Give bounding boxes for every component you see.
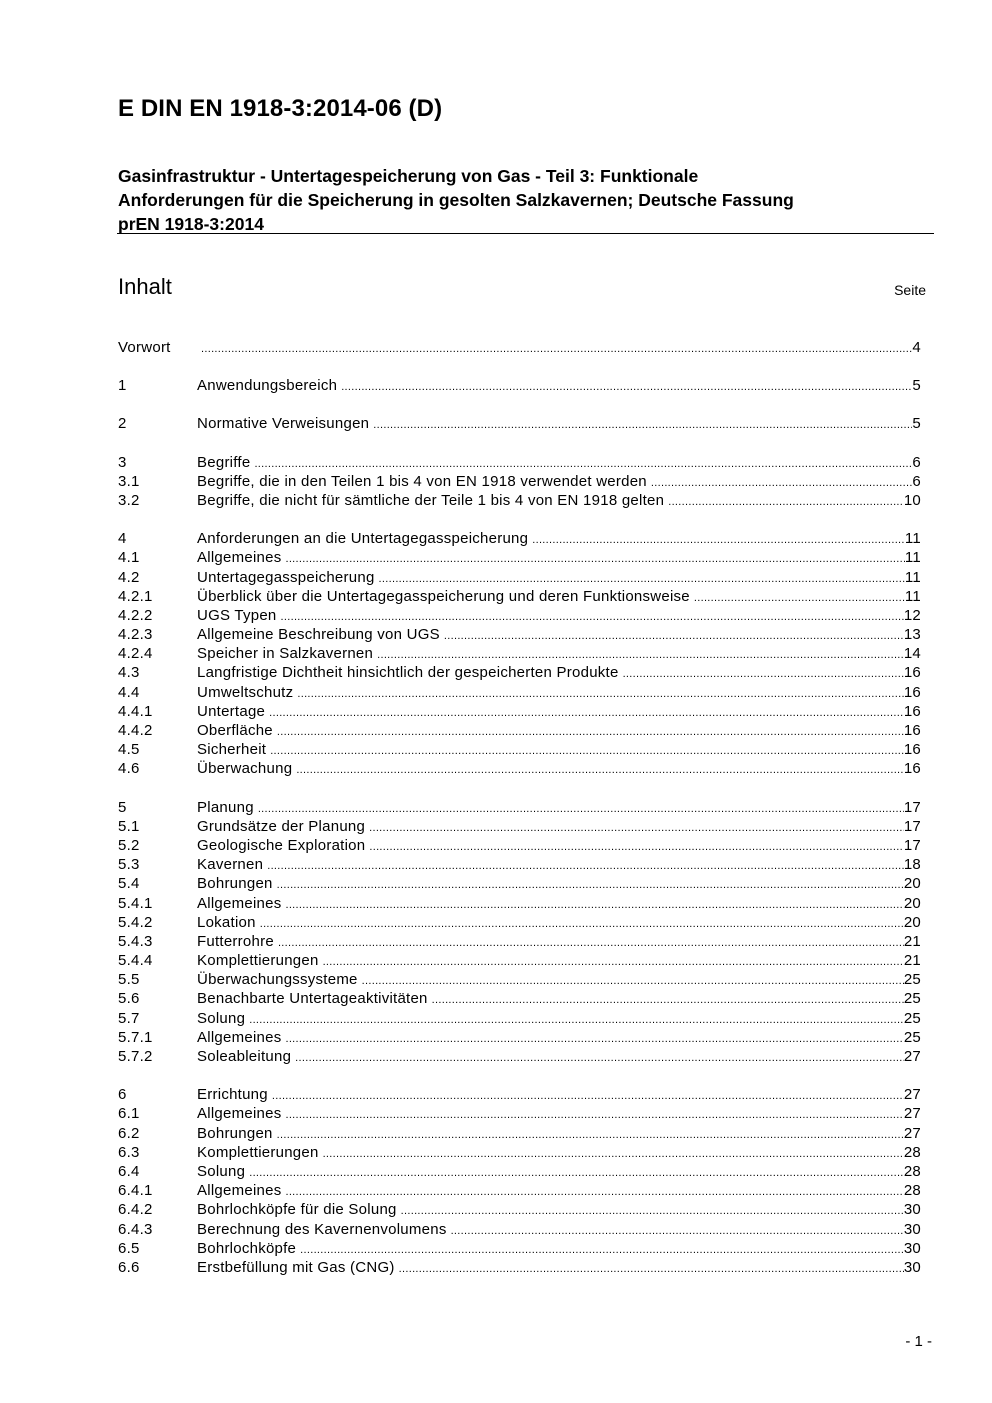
toc-entry-number: 1 [118, 377, 127, 395]
toc-entry-page: 21 [903, 932, 921, 950]
toc-entry-number: 4.4.2 [118, 722, 153, 739]
toc-entry[interactable] [118, 951, 921, 970]
toc-dot-leader [270, 742, 904, 761]
toc-entry[interactable] [118, 1028, 921, 1047]
toc-heading: Inhalt [118, 274, 172, 299]
toc-entry-number: 5.1 [118, 817, 140, 835]
toc-dot-leader [277, 876, 904, 895]
toc-entry-number: 4.6 [118, 760, 140, 778]
toc-entry-page: 21 [903, 952, 921, 970]
document-title [118, 164, 918, 236]
toc-entry-page: 11 [904, 587, 921, 605]
toc-entry[interactable] [118, 625, 921, 644]
toc-entry[interactable] [118, 548, 921, 567]
toc-entry-page: 16 [903, 702, 921, 720]
toc-entry-title: Allgemeine Beschreibung von UGS [197, 626, 440, 644]
title-divider [117, 233, 934, 234]
toc-entry-page: 16 [903, 664, 921, 682]
toc-entry[interactable] [118, 759, 921, 778]
toc-entry-page: 20 [903, 913, 921, 931]
toc-entry-page: 27 [903, 1124, 921, 1142]
toc-entry-number: 6 [118, 1086, 127, 1104]
toc-entry[interactable] [118, 970, 921, 989]
toc-entry-number: Vorwort [118, 339, 171, 356]
toc-dot-leader [269, 704, 904, 723]
toc-entry-page: 16 [903, 741, 921, 759]
toc-entry-page: 16 [903, 760, 921, 778]
toc-group [118, 376, 921, 395]
toc-entry-page: 5 [912, 377, 921, 395]
toc-dot-leader [201, 340, 912, 359]
toc-entry-number: 6.4.2 [118, 1201, 153, 1219]
toc-entry-page: 30 [903, 1239, 921, 1257]
toc-entry-title: Überblick über die Untertagegasspeicherung und deren Funktionsweise [197, 587, 690, 605]
toc-group [118, 798, 921, 1067]
toc-entry-title: Futterrohre [197, 932, 274, 950]
toc-entry[interactable] [118, 894, 921, 913]
toc-entry-number: 6.4.3 [118, 1220, 153, 1238]
page-column-label: Seite [894, 282, 926, 298]
toc-dot-leader [532, 531, 905, 550]
toc-entry[interactable] [118, 1124, 921, 1143]
toc-entry[interactable] [118, 1181, 921, 1200]
toc-dot-leader [323, 953, 904, 972]
toc-entry[interactable] [118, 376, 921, 395]
toc-entry[interactable] [118, 1009, 921, 1028]
toc-entry-title: Allgemeines [197, 549, 282, 567]
toc-entry-title: Kavernen [197, 856, 264, 874]
toc-entry-title: Untertage [197, 702, 266, 720]
toc-dot-leader [249, 1011, 904, 1030]
toc-entry-title: Bohrlochköpfe [197, 1239, 297, 1257]
toc-entry-page: 27 [903, 1086, 921, 1104]
document-id: E DIN EN 1918-3:2014-06 (D) [118, 95, 443, 122]
toc-entry-number: 4.3 [118, 664, 140, 682]
toc-entry[interactable] [118, 1047, 921, 1066]
toc-entry-title: Oberfläche [197, 722, 273, 739]
toc-dot-leader [323, 1145, 904, 1164]
toc-entry-page: 13 [903, 626, 921, 644]
toc-entry-number: 4.2.1 [118, 587, 153, 605]
toc-entry-title: Solung [197, 1162, 246, 1180]
toc-entry[interactable] [118, 1104, 921, 1123]
toc-entry[interactable] [118, 1258, 921, 1277]
toc-entry-page: 6 [912, 472, 921, 490]
toc-entry-number: 5.7.1 [118, 1028, 153, 1046]
toc-entry[interactable] [118, 1085, 921, 1104]
toc-entry-number: 6.1 [118, 1105, 140, 1123]
toc-entry-number: 4.2.3 [118, 626, 153, 644]
toc-dot-leader [623, 665, 904, 684]
toc-dot-leader [277, 1126, 904, 1145]
toc-dot-leader [369, 838, 903, 857]
toc-entry-page: 16 [903, 722, 921, 739]
toc-entry-page: 30 [903, 1220, 921, 1238]
toc-entry-number: 5.4.4 [118, 952, 153, 970]
toc-entry-number: 5.7 [118, 1009, 140, 1027]
toc-entry[interactable] [118, 1239, 921, 1258]
toc-entry[interactable] [118, 338, 921, 357]
toc-entry-number: 5.2 [118, 836, 140, 854]
toc-dot-leader [249, 1164, 904, 1183]
toc-entry-page: 12 [903, 606, 921, 624]
page-number: - 1 - [905, 1333, 932, 1350]
toc-dot-leader [297, 685, 903, 704]
toc-entry[interactable] [118, 529, 921, 548]
toc-entry-title: Anwendungsbereich [197, 377, 338, 395]
toc-entry-title: Berechnung des Kavernenvolumens [197, 1220, 447, 1238]
toc-entry-title: Solung [197, 1009, 246, 1027]
toc-dot-leader [285, 896, 903, 915]
toc-dot-leader [432, 991, 904, 1010]
toc-dot-leader [341, 378, 912, 397]
toc-entry-page: 11 [904, 530, 921, 548]
toc-entry[interactable] [118, 414, 921, 433]
toc-entry-title: Begriffe [197, 453, 251, 471]
toc-entry-title: Geologische Exploration [197, 836, 366, 854]
toc-entry-number: 6.4.1 [118, 1182, 153, 1200]
toc-entry-title: Bohrungen [197, 1124, 273, 1142]
toc-entry-title: Anforderungen an die Untertagegasspeicherung [197, 530, 529, 548]
toc-entry[interactable] [118, 568, 921, 587]
toc-dot-leader [373, 416, 912, 435]
document-title-line: Anforderungen für die Speicherung in gesolten Salzkavernen; Deutsche Fassung [118, 190, 794, 210]
toc-entry-title: Sicherheit [197, 741, 267, 759]
toc-entry-page: 20 [903, 875, 921, 893]
toc-entry-title: Begriffe, die in den Teilen 1 bis 4 von EN 1918 verwendet werden [197, 472, 647, 490]
toc-dot-leader [401, 1202, 904, 1221]
toc-entry-title: Planung [197, 798, 254, 816]
toc-entry-page: 25 [903, 1009, 921, 1027]
toc-entry-page: 4 [912, 339, 921, 356]
toc-entry-number: 6.3 [118, 1143, 140, 1161]
toc-entry-number: 5 [118, 798, 127, 816]
toc-entry-number: 6.2 [118, 1124, 140, 1142]
toc-entry[interactable] [118, 587, 921, 606]
toc-entry-title: Komplettierungen [197, 1143, 319, 1161]
toc-entry-page: 16 [903, 683, 921, 701]
toc-dot-leader [668, 493, 904, 512]
toc-entry[interactable] [118, 1162, 921, 1181]
toc-entry-number: 5.5 [118, 971, 140, 989]
toc-entry-title: Allgemeines [197, 894, 282, 912]
toc-entry[interactable] [118, 874, 921, 893]
toc-entry-title: Allgemeines [197, 1105, 282, 1123]
toc-dot-leader [285, 1106, 903, 1125]
toc-entry-number: 5.7.2 [118, 1048, 153, 1065]
toc-entry-page: 17 [903, 798, 921, 816]
toc-entry[interactable] [118, 740, 921, 759]
toc-entry[interactable] [118, 644, 921, 663]
toc-entry-title: Normative Verweisungen [197, 415, 370, 433]
toc-dot-leader [260, 915, 904, 934]
toc-entry-number: 4.4.1 [118, 702, 153, 720]
toc-dot-leader [296, 761, 904, 780]
toc-entry-title: Speicher in Salzkavernen [197, 645, 374, 663]
toc-entry-page: 17 [903, 836, 921, 854]
toc-entry-number: 4.2.2 [118, 606, 153, 624]
toc-entry-title: UGS Typen [197, 606, 277, 624]
toc-group [118, 414, 921, 433]
toc-entry-page: 10 [903, 491, 921, 509]
toc-entry-page: 25 [903, 971, 921, 989]
toc-entry-number: 5.6 [118, 990, 140, 1008]
toc-entry-title: Soleableitung [197, 1048, 292, 1065]
toc-entry-number: 5.4.1 [118, 894, 153, 912]
toc-dot-leader [369, 819, 904, 838]
toc-entry-page: 11 [904, 549, 921, 567]
toc-entry-title: Überwachungssysteme [197, 971, 358, 989]
toc-dot-leader [651, 474, 913, 493]
table-of-contents [118, 338, 921, 1296]
toc-entry[interactable] [118, 453, 921, 472]
toc-entry-title: Allgemeines [197, 1028, 282, 1046]
toc-entry[interactable] [118, 1220, 921, 1239]
toc-entry[interactable] [118, 855, 921, 874]
toc-group [118, 529, 921, 778]
toc-entry-title: Erstbefüllung mit Gas (CNG) [197, 1258, 395, 1276]
toc-dot-leader [285, 1030, 903, 1049]
toc-entry-page: 28 [903, 1162, 921, 1180]
toc-entry-page: 25 [903, 1028, 921, 1046]
toc-entry[interactable] [118, 913, 921, 932]
toc-entry-number: 5.4 [118, 875, 140, 893]
toc-entry-number: 5.4.2 [118, 913, 153, 931]
toc-entry[interactable] [118, 606, 921, 625]
toc-entry-number: 4.5 [118, 741, 140, 759]
document-title-line: Gasinfrastruktur - Untertagespeicherung von Gas - Teil 3: Funktionale [118, 166, 699, 186]
toc-entry-page: 27 [903, 1105, 921, 1123]
toc-dot-leader [362, 972, 904, 991]
toc-entry-title: Grundsätze der Planung [197, 817, 366, 835]
toc-dot-leader [267, 857, 904, 876]
toc-entry-title: Komplettierungen [197, 952, 319, 970]
toc-entry-title: Bohrungen [197, 875, 273, 893]
toc-entry[interactable] [118, 683, 921, 702]
toc-group [118, 338, 921, 357]
toc-dot-leader [295, 1049, 904, 1068]
toc-entry-number: 3.1 [118, 472, 140, 490]
toc-dot-leader [278, 934, 904, 953]
toc-entry-title: Bohrlochköpfe für die Solung [197, 1201, 397, 1219]
toc-entry-number: 4.2 [118, 568, 140, 586]
toc-entry-page: 27 [903, 1048, 921, 1065]
toc-entry[interactable] [118, 817, 921, 836]
toc-entry-page: 20 [903, 894, 921, 912]
toc-dot-leader [444, 627, 904, 646]
toc-entry-page: 5 [912, 415, 921, 433]
toc-entry-number: 2 [118, 415, 127, 433]
document-title-line: prEN 1918-3:2014 [118, 214, 264, 234]
toc-entry[interactable] [118, 798, 921, 817]
toc-entry[interactable] [118, 836, 921, 855]
toc-entry[interactable] [118, 663, 921, 682]
toc-entry-page: 6 [912, 453, 921, 471]
toc-entry-number: 6.6 [118, 1258, 140, 1276]
toc-entry-number: 6.5 [118, 1239, 140, 1257]
toc-entry-title: Untertagegasspeicherung [197, 568, 375, 586]
toc-dot-leader [272, 1087, 904, 1106]
toc-entry[interactable] [118, 1143, 921, 1162]
toc-dot-leader [399, 1260, 904, 1279]
toc-entry-number: 5.4.3 [118, 932, 153, 950]
toc-entry-page: 14 [903, 645, 921, 663]
toc-entry[interactable] [118, 721, 921, 740]
toc-entry[interactable] [118, 491, 921, 510]
toc-entry-page: 30 [903, 1258, 921, 1276]
toc-entry-number: 4 [118, 530, 127, 548]
toc-entry-page: 25 [903, 990, 921, 1008]
toc-entry-title: Lokation [197, 913, 256, 931]
toc-entry-title: Benachbarte Untertageaktivitäten [197, 990, 428, 1008]
toc-group [118, 453, 921, 511]
toc-entry-number: 4.2.4 [118, 645, 153, 663]
toc-entry-page: 18 [903, 856, 921, 874]
toc-entry[interactable] [118, 932, 921, 951]
toc-entry-title: Allgemeines [197, 1182, 282, 1200]
toc-entry-title: Begriffe, die nicht für sämtliche der Teile 1 bis 4 von EN 1918 gelten [197, 491, 665, 509]
toc-entry-title: Errichtung [197, 1086, 268, 1104]
toc-entry-number: 3.2 [118, 491, 140, 509]
toc-entry-number: 6.4 [118, 1162, 140, 1180]
toc-entry-title: Langfristige Dichtheit hinsichtlich der gespeicherten Produkte [197, 664, 619, 682]
toc-entry-number: 3 [118, 453, 127, 471]
toc-entry-page: 30 [903, 1201, 921, 1219]
toc-entry[interactable] [118, 1200, 921, 1219]
toc-entry[interactable] [118, 472, 921, 491]
toc-group [118, 1085, 921, 1277]
toc-dot-leader [277, 723, 904, 742]
toc-entry-title: Überwachung [197, 760, 293, 778]
toc-entry-page: 28 [903, 1182, 921, 1200]
toc-entry[interactable] [118, 989, 921, 1008]
toc-entry-page: 11 [904, 568, 921, 586]
toc-dot-leader [694, 589, 905, 608]
toc-entry[interactable] [118, 702, 921, 721]
toc-entry-number: 4.1 [118, 549, 140, 567]
toc-entry-page: 17 [903, 817, 921, 835]
toc-entry-page: 28 [903, 1143, 921, 1161]
toc-entry-number: 4.4 [118, 683, 140, 701]
toc-entry-title: Umweltschutz [197, 683, 294, 701]
toc-dot-leader [451, 1222, 904, 1241]
toc-entry-number: 5.3 [118, 856, 140, 874]
